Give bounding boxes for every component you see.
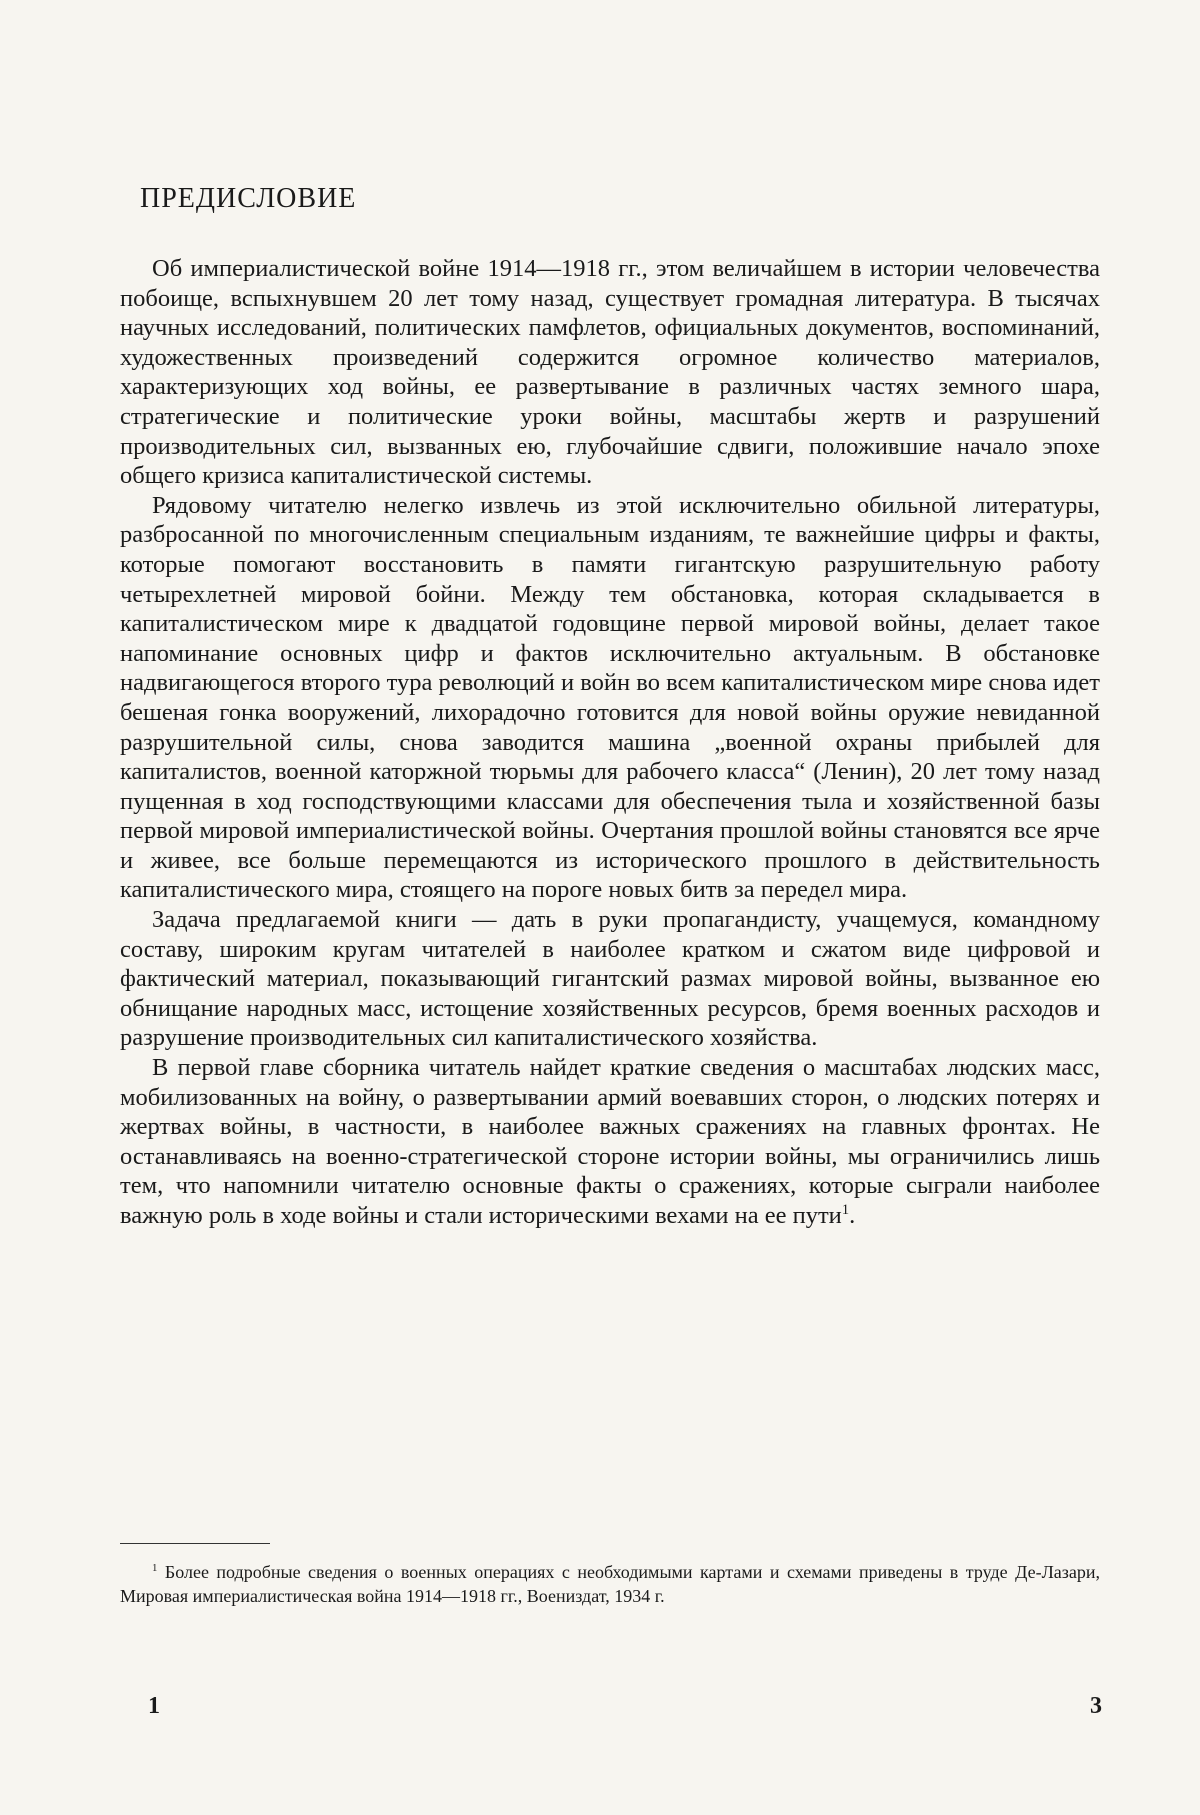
footnote-marker: 1: [152, 1562, 158, 1574]
paragraph-2: Рядовому читателю нелегко извлечь из этой исключительно обильной литературы, разбросанной по многочисленным специальным изданиям, те важнейшие цифры и факты, которые помогают восстановить в памяти гигантскую разрушительную работу четырехлетней мировой бойни. Между тем обстановка, которая складывается в капиталистическом мире к двадцатой годовщине первой мировой войны, делает такое напоминание основных цифр и фактов исключительно актуальным. В обстановке надвигающегося второго тура революций и войн во всем капиталистическом мире снова идет бешеная гонка вооружений, лихорадочно готовится для новой войны оружие невиданной разрушительной силы, снова заводится машина „военной охраны прибылей для капиталистов, военной каторжной тюрьмы для рабочего класса“ (Ленин), 20 лет тому назад пущенная в ход господствующими классами для обеспечения тыла и хозяйственной базы первой мировой империалистической войны. Очертания прошлой войны становятся все ярче и живее, все больше перемещаются из исторического прошлого в действительность капиталистического мира, стоящего на пороге новых битв за передел мира.: [120, 491, 1100, 904]
page-number: 3: [1090, 1693, 1102, 1719]
footnote-ref: 1: [841, 1201, 850, 1218]
paragraph-1: Об империалистической войне 1914—1918 гг., этом величайшем в истории человечества побоище, вспыхнувшем 20 лет тому назад, существует громадная литература. В тысячах научных исследований, политических памфлетов, официальных документов, воспоминаний, художественных произведений содержится огромное количество материалов, характеризующих ход войны, ее развертывание в различных частях земного шара, стратегические и политические уроки войны, масштабы жертв и разрушений производительных сил, вызванных ею, глубочайшие сдвиги, положившие начало эпохе общего кризиса капиталистической системы.: [120, 255, 1100, 490]
paragraph-3: Задача предлагаемой книги — дать в руки пропагандисту, учащемуся, командному составу, широким кругам читателей в наиболее кратком и сжатом виде цифровой и фактический материал, показывающий гигантский размах мировой войны, вызванное ею обнищание народных масс, истощение хозяйственных ресурсов, бремя военных расходов и разрушение производительных сил капиталистического хозяйства.: [120, 906, 1100, 1052]
paragraph-4: В первой главе сборника читатель найдет краткие сведения о масштабах людских масс, мобилизованных на войну, о развертывании армий воевавших сторон, о людских потерях и жертвах войны, в частности, в наиболее важных сражениях на главных фронтах. Не останавливаясь на военно-стратегической стороне истории войны, мы ограничились лишь тем, что напомнили читателю основные факты о сражениях, которые сыграли наиболее важную роль в ходе войны и стали историческими вехами на ее пути$^1$.: [120, 1054, 1100, 1229]
paragraph-4-text: В первой главе сборника читатель найдет краткие сведения о масштабах людских масс, мобилизованных на войну, о развертывании армий воевавших сторон, о людских потерях и жертвах войны, в частности, в наиболее важных сражениях на главных фронтах. Не останавливаясь на военно-стратегической стороне истории войны, мы ограничились лишь тем, что напомнили читателю основные факты о сражениях, которые сыграли наиболее важную роль в ходе войны и стали историческими вехами на ее пути: [120, 1054, 1100, 1229]
page-heading: ПРЕДИСЛОВИЕ: [140, 183, 357, 214]
footnote-divider: [120, 1543, 270, 1544]
footnote-text: Более подробные сведения о военных операциях с необходимыми картами и схемами приведены в труде Де-Лазари, Мировая империалистическая война 1914—1918 гг., Воениздат, 1934 г.: [120, 1562, 1100, 1606]
footnote: [120, 1560, 1100, 1608]
signature-mark: 1: [148, 1693, 160, 1719]
body-text: [120, 254, 1100, 1231]
